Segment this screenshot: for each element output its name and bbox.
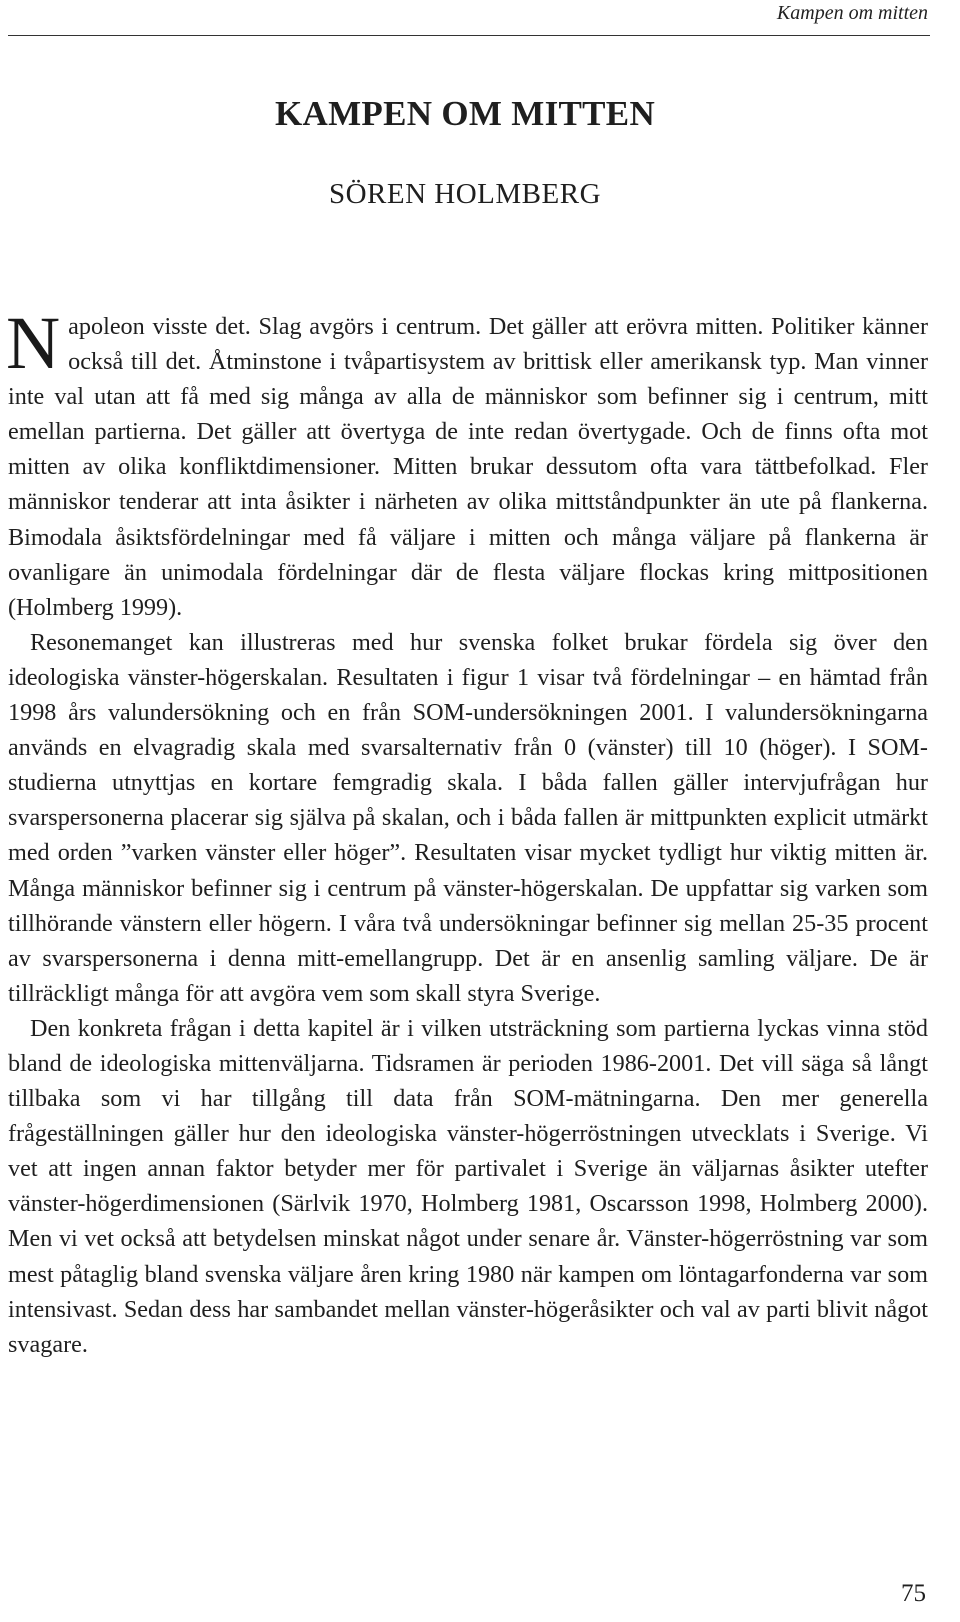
paragraph-1	[6, 302, 928, 625]
chapter-title: KAMPEN OM MITTEN	[274, 94, 656, 133]
page-number: 75	[901, 1580, 926, 1607]
drop-cap: N	[6, 302, 61, 385]
running-header: Kampen om mitten	[776, 2, 928, 24]
paragraph-3: Den konkreta frågan i detta kapitel är i vilken utsträckning som partierna lyckas vinna stöd bland de ideologiska mittenväljarna. Tidsramen är perioden 1986-2001. Det vill säga så långt tillbaka som vi har tillgång till data från SOM-mätningarna. Den mer generella frågeställningen gäller hur den ideologiska vänster-högerröstningen utvecklats i Sverige. Vi vet att ingen annan faktor betyder mer för partivalet i Sverige än väljarnas åsikter utefter vänster-högerdimensionen (Särlvik 1970, Holmberg 1981, Oscarsson 1998, Holmberg 2000). Men vi vet också att betydelsen minskat något under senare år. Vänster-högerröstning var som mest påtaglig bland svenska väljare åren kring 1980 när kampen om löntagarfonderna var som intensivast. Sedan dess har sambandet mellan vänster-högeråsikter och val av parti blivit något svagare.	[8, 1014, 928, 1358]
paragraph-1-text: apoleon visste det. Slag avgörs i centrum. Det gäller att erövra mitten. Politiker känner också till det. Åtminstone i tvåpartisystem av brittisk eller amerikansk typ. Man vinner inte val utan att få med sig många av alla de människor som befinner sig i centrum, mitt emellan partierna. Det gäller att övertyga de inte redan övertygade. Och de finns ofta mot mitten av olika konfliktdimensioner. Mitten brukar dessutom ofta vara tättbefolkad. Fler människor tenderar att inta åsikter i närheten av olika mittståndpunkter än ute på flankerna. Bimodala åsiktsfördelningar med få väljare i mitten och många väljare på flankerna är ovanligare än unimodala fördelningar där de flesta väljare flockas kring mittpositionen (Holmberg 1999).	[8, 313, 928, 621]
paragraph-2: Resonemanget kan illustreras med hur svenska folket brukar fördela sig över den ideologiska vänster-högerskalan. Resultaten i figur 1 visar två fördelningar – en hämtad från 1998 års valundersökning och en från SOM-undersökningen 2001. I valundersökningarna används en elvagradig skala med svarsalternativ från 0 (vänster) till 10 (höger). I SOM-studierna utnyttjas en kortare femgradig skala. I båda fallen gäller intervjufrågan hur svarspersonerna placerar sig själva på skalan, och i båda fallen är mittpunkten explicit utmärkt med orden ”varken vänster eller höger”. Resultaten visar mycket tydligt hur viktig mitten är. Många människor befinner sig i centrum på vänster-högerskalan. De uppfattar sig varken som tillhörande vänstern eller högern. I våra två undersökningar befinner sig mellan 25-35 procent av svarspersonerna i denna mitt-emellangrupp. Det är en ansenlig samling väljare. De är tillräckligt många för att avgöra vem som skall styra Sverige.	[8, 628, 928, 1007]
header-rule	[8, 35, 930, 36]
body-text	[6, 302, 928, 1362]
author-name: SÖREN HOLMBERG	[328, 178, 602, 210]
